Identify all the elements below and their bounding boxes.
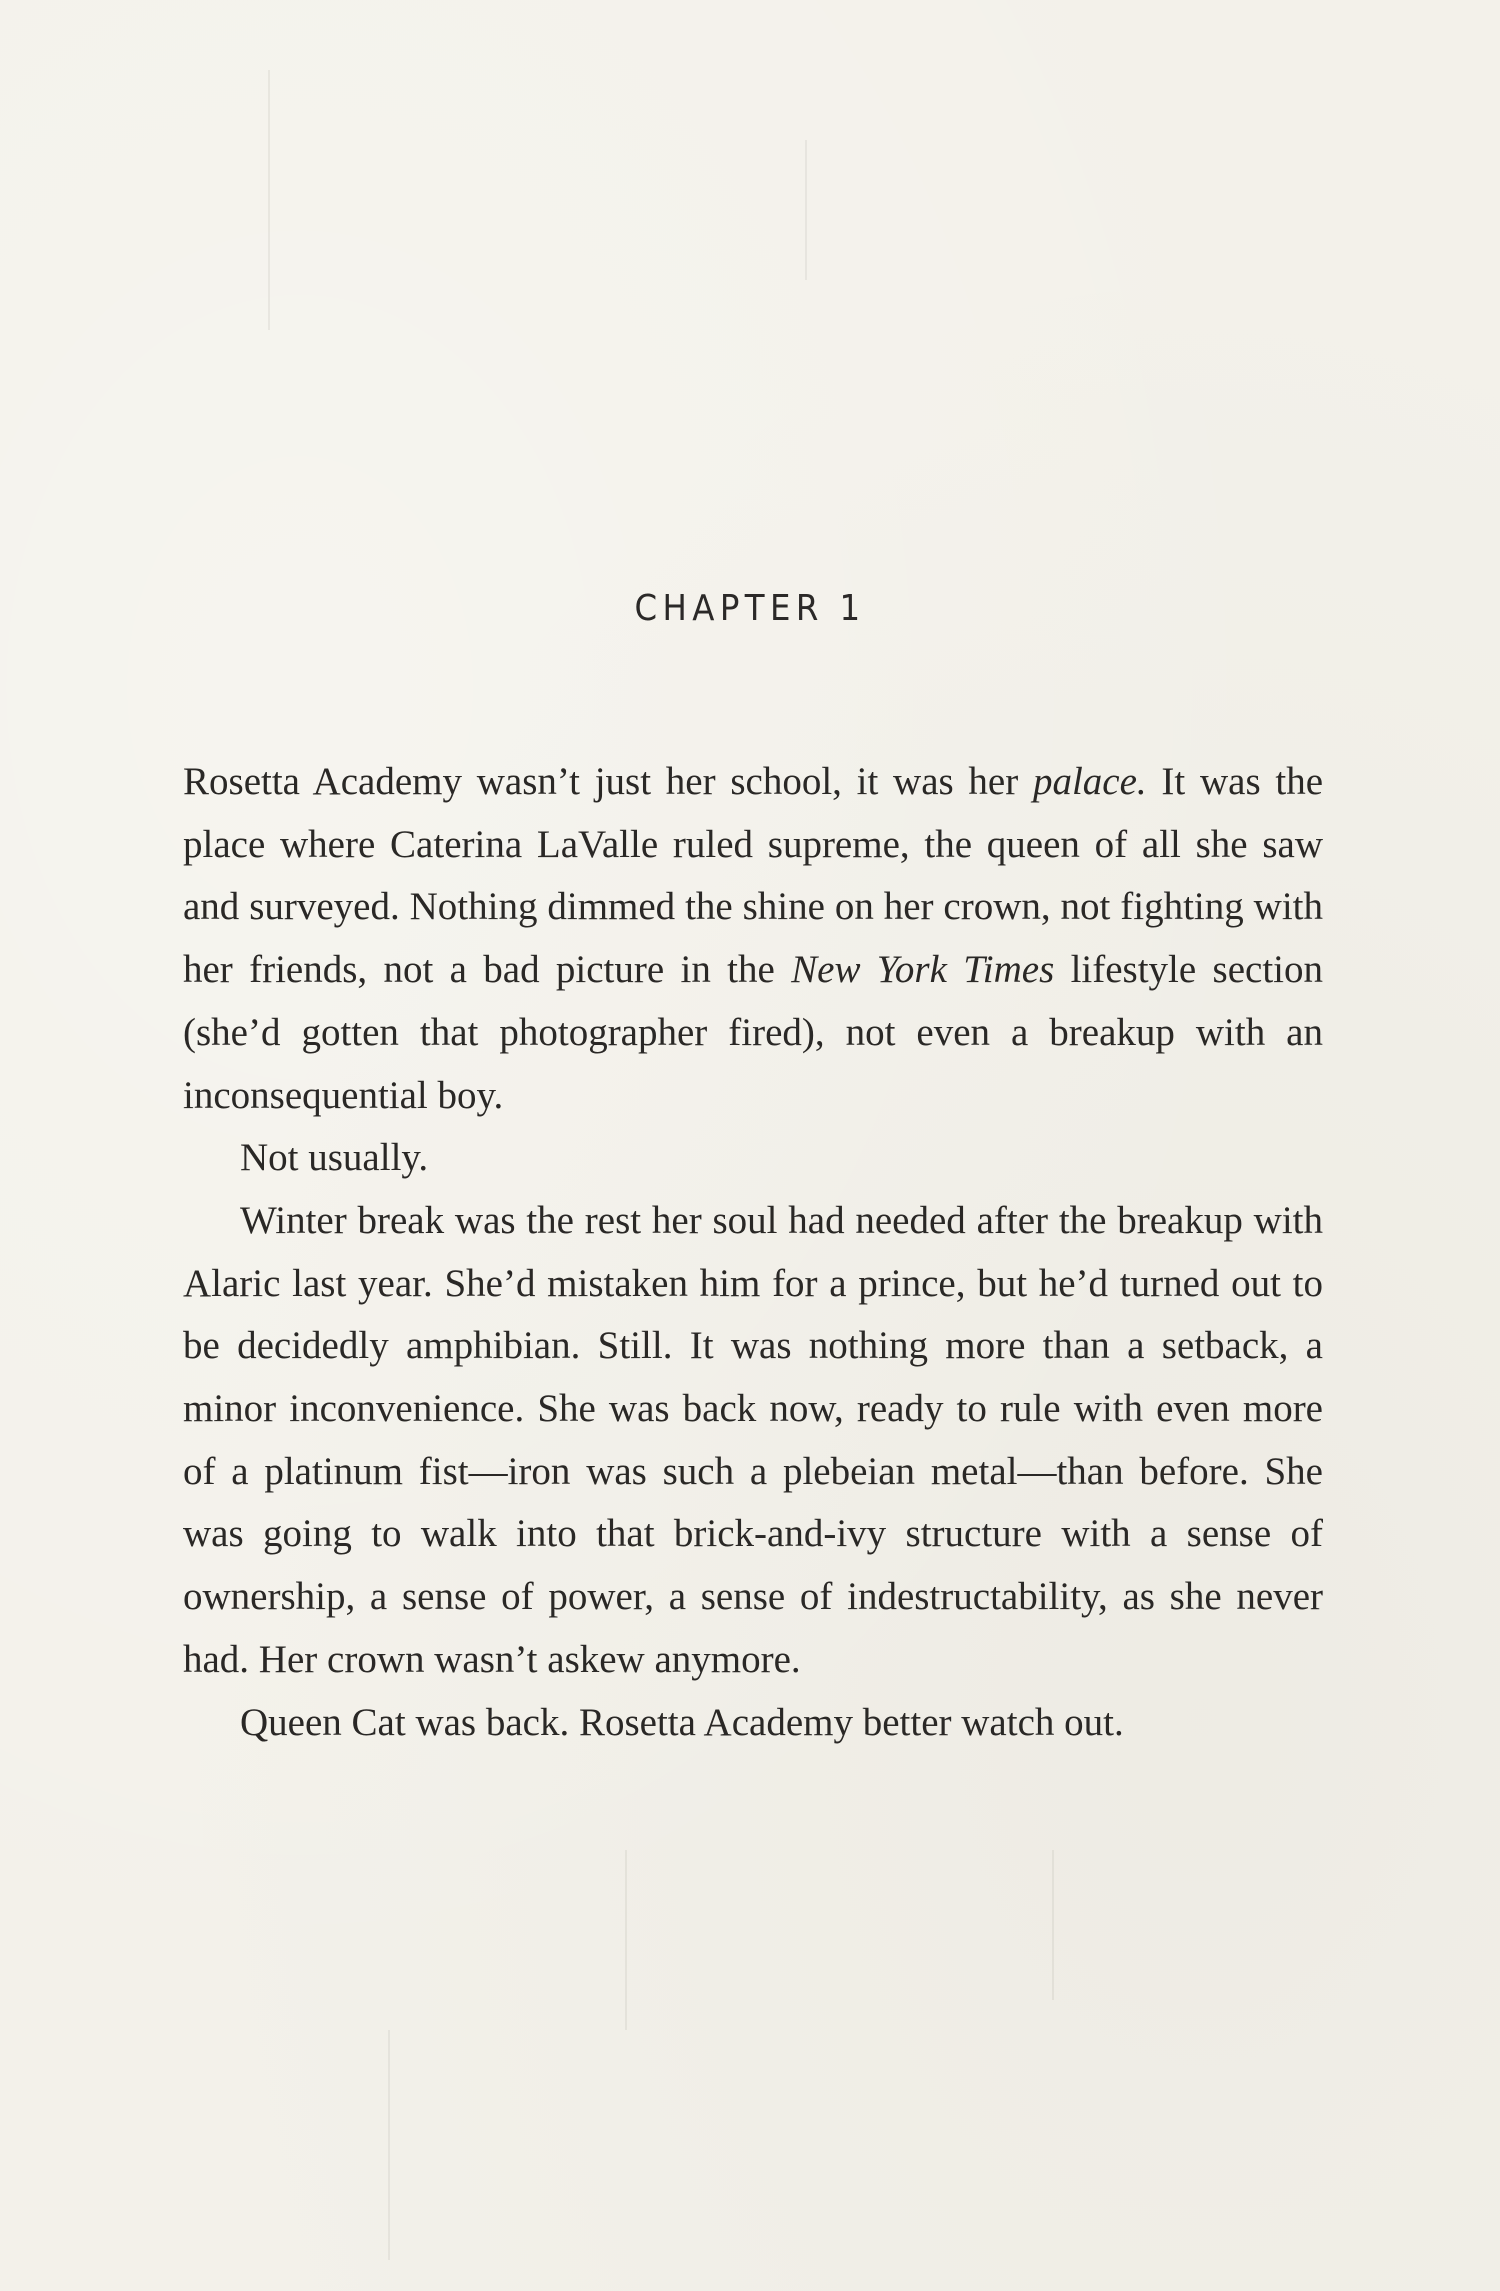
show-through-mark: [1052, 1850, 1054, 2000]
paragraph-1-part-a: Rosetta Academy wasn’t just her school, it was her: [183, 760, 1033, 803]
paragraph-1-part-e: lifestyle section (she’d gotten that photographer fired), not even a breakup with an inconsequential boy.: [183, 948, 1323, 1117]
show-through-mark: [268, 70, 270, 330]
paragraph-2: Not usually.: [240, 1136, 429, 1180]
paragraph-1-italic-nyt: New York Times: [791, 948, 1055, 992]
paragraph-1: [183, 751, 1323, 1127]
show-through-mark: [805, 140, 807, 280]
paragraph-1-part-c: It was the place where Caterina LaValle ruled supreme, the queen of all she saw and surveyed. Nothing dimmed the shine on her crown, not fighting with her friends, not a bad picture in the: [183, 760, 1324, 992]
paragraph-3: Winter break was the rest her soul had needed after the breakup with Alaric last year. She’d mistaken him for a prince, but he’d turned out to be decidedly amphibian. Still. It was nothing more than a setback, a minor inconvenience. She was back now, ready to rule with even more of a platinum fist—iron was such a plebeian metal—than before. She was going to walk into that brick-and-ivy structure with a sense of ownership, a sense of power, a sense of indestructability, as she never had. Her crown wasn’t askew anymore.: [183, 1198, 1323, 1681]
show-through-mark: [625, 1850, 627, 2030]
paragraph-4: Queen Cat was back. Rosetta Academy better watch out.: [240, 1700, 1124, 1744]
paragraph-1-italic-palace: palace.: [1032, 760, 1147, 803]
chapter-heading: CHAPTER 1: [634, 588, 866, 629]
show-through-mark: [388, 2030, 390, 2260]
chapter-body: [183, 751, 1323, 1754]
